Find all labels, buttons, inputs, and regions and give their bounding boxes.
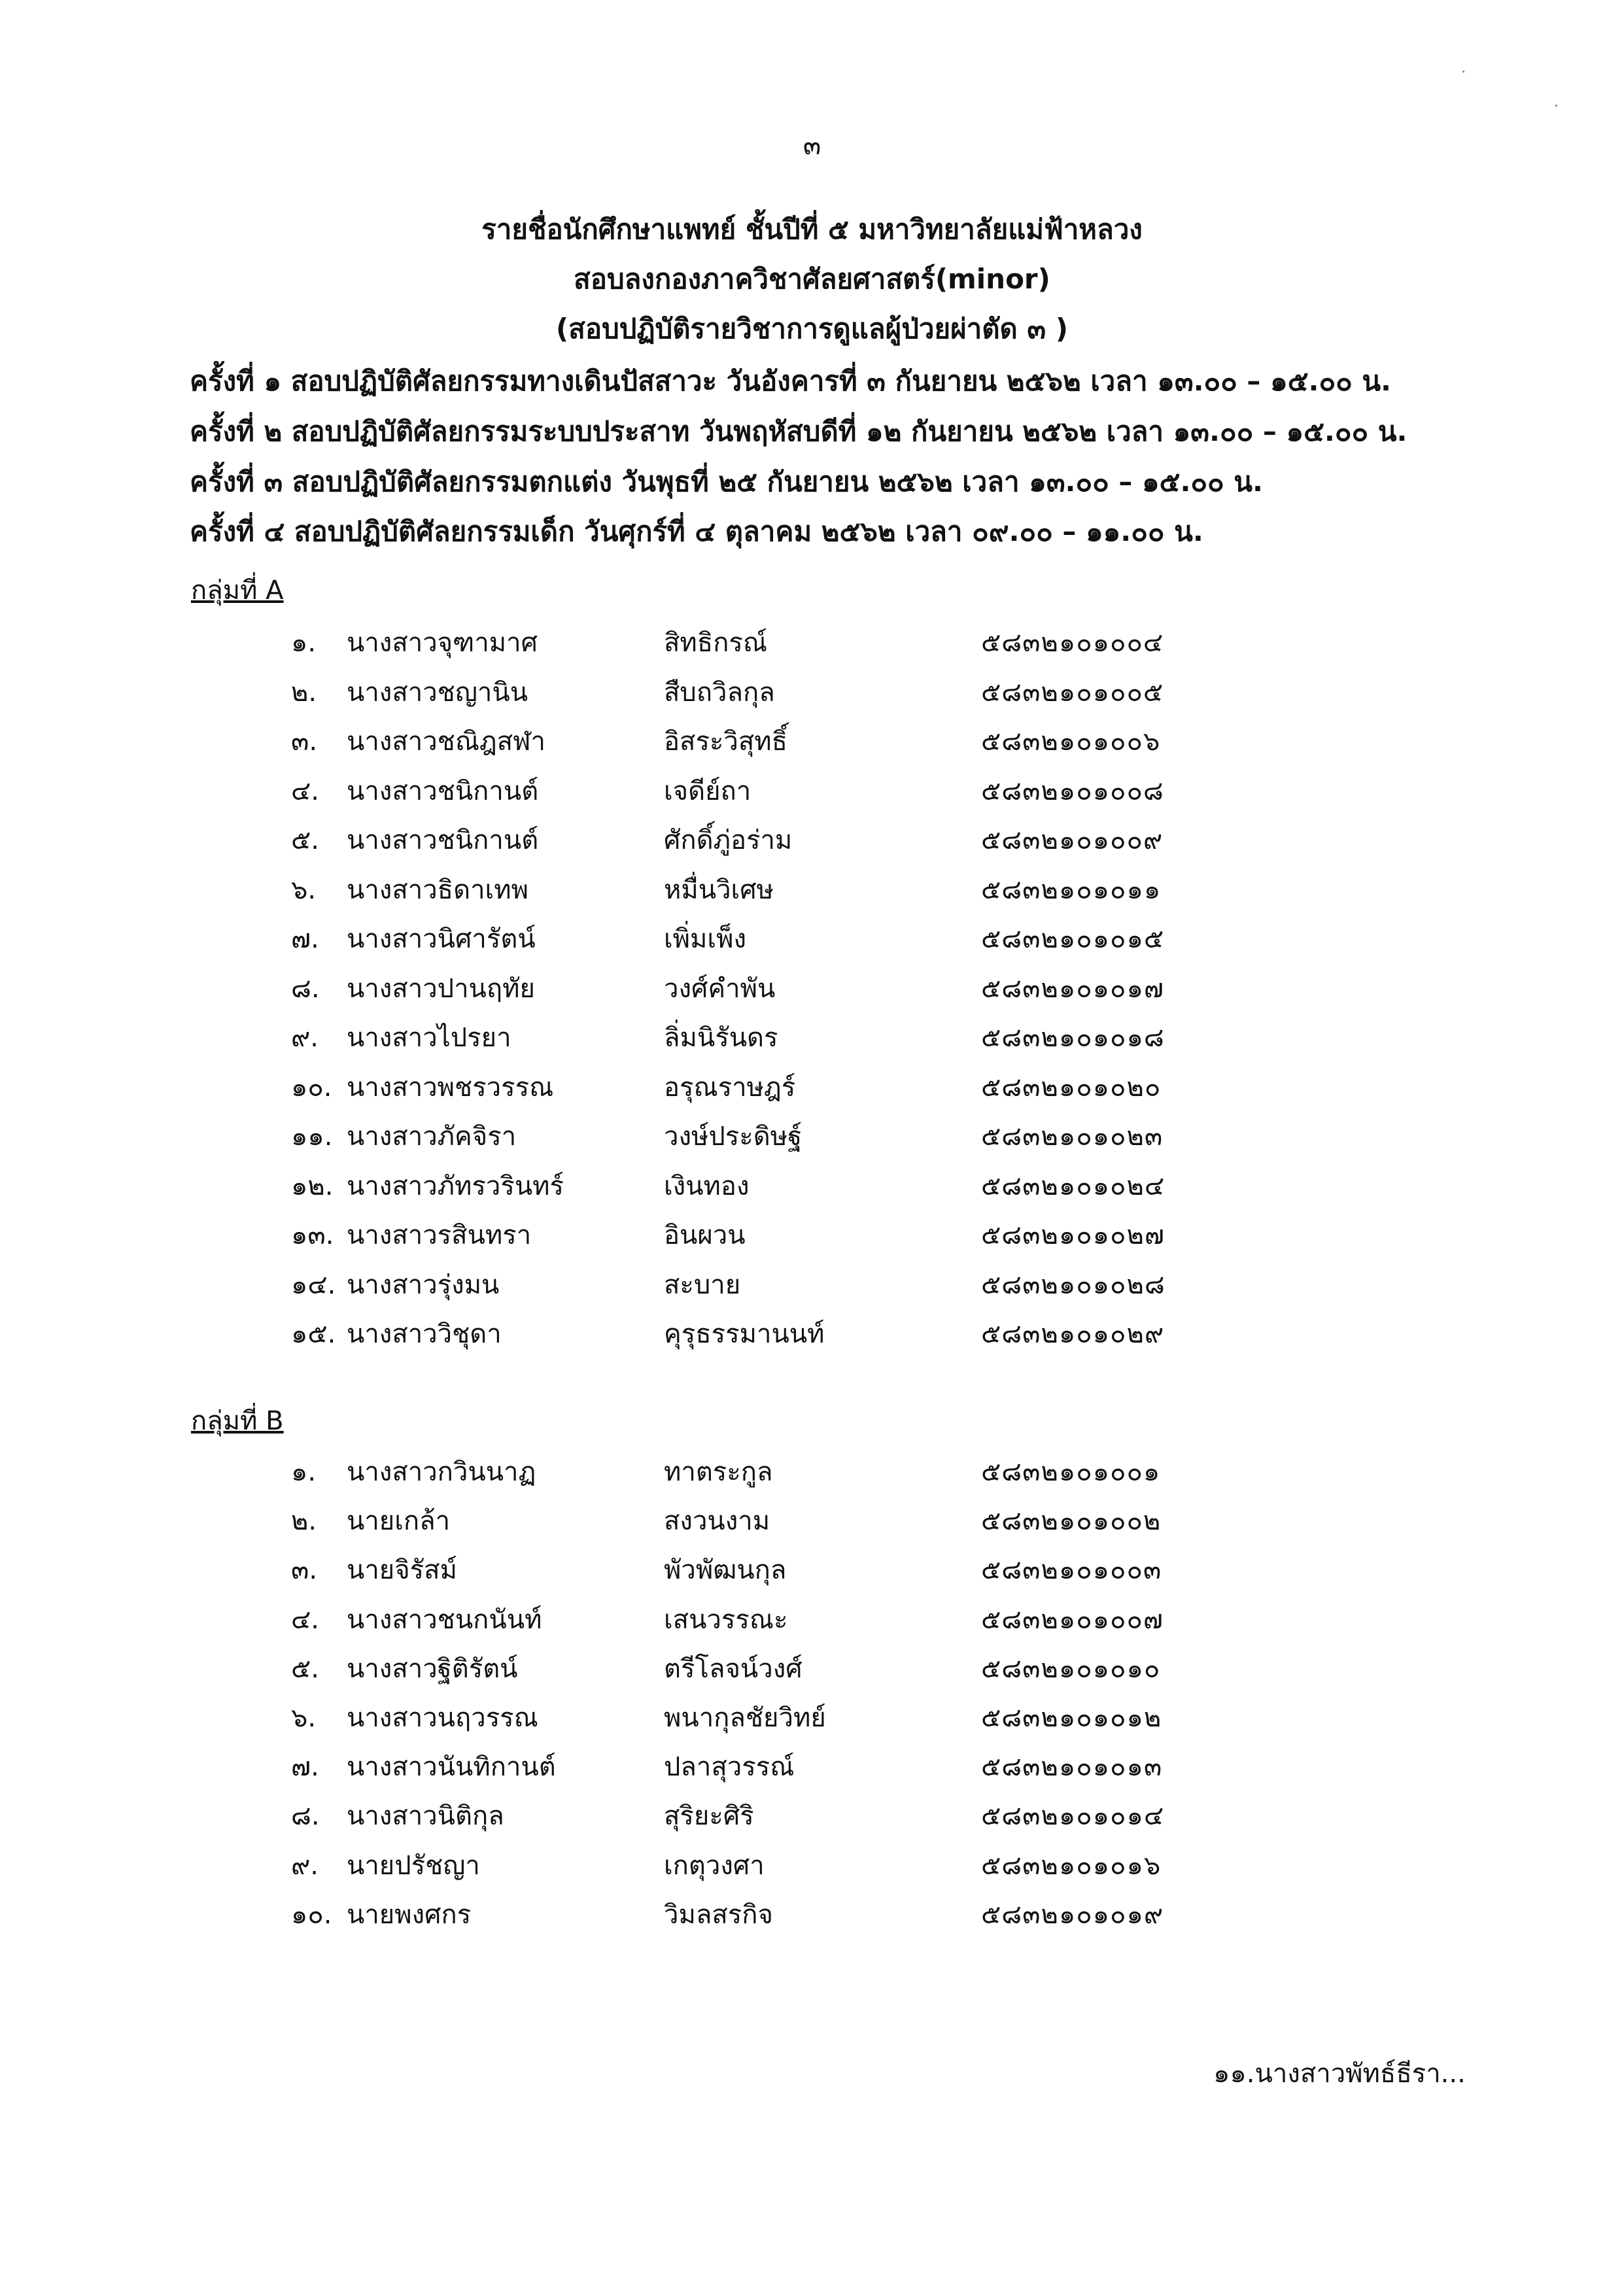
student-row xyxy=(0,967,1624,1017)
student-surname: พนากุลชัยวิทย์ xyxy=(664,1703,826,1733)
student-row xyxy=(0,1500,1624,1549)
exam-session-2: ครั้งที่ ๒ สอบปฏิบัติศัลยกรรมระบบประสาท วันพฤหัสบดีที่ ๑๒ กันยายน ๒๕๖๒ เวลา ๑๓.๐๐ – ๑๕.๐๐ น. xyxy=(190,415,1408,447)
student-name: นางสาวชญานิน xyxy=(347,677,528,708)
student-surname: วงษ์ประดิษฐ์ xyxy=(664,1122,803,1152)
student-row xyxy=(0,1893,1624,1943)
student-number: ๑๓. xyxy=(291,1220,334,1250)
student-row xyxy=(0,1598,1624,1648)
exam-session-3: ครั้งที่ ๓ สอบปฏิบัติศัลยกรรมตกแต่ง วันพุธที่ ๒๕ กันยายน ๒๕๖๒ เวลา ๑๓.๐๐ – ๑๕.๐๐ น. xyxy=(190,466,1263,498)
student-number: ๓. xyxy=(291,1555,318,1586)
student-name: นางสาวภัคจิรา xyxy=(347,1122,517,1152)
student-row xyxy=(0,1165,1624,1214)
student-name: นางสาวชณิฎสฬา xyxy=(347,727,546,757)
student-id: ๕๘๓๒๑๐๑๐๑๕ xyxy=(981,924,1165,954)
student-surname: ปลาสุวรรณ์ xyxy=(664,1752,795,1783)
student-id: ๕๘๓๒๑๐๑๐๑๑ xyxy=(981,874,1162,905)
student-id: ๕๘๓๒๑๐๑๐๑๔ xyxy=(981,1801,1165,1832)
group-a-heading: กลุ่มที่ A xyxy=(191,575,284,606)
student-surname: หมื่นวิเศษ xyxy=(664,874,774,905)
student-number: ๙. xyxy=(291,1850,319,1881)
student-surname: พัวพัฒนกุล xyxy=(664,1555,787,1586)
student-number: ๑๔. xyxy=(291,1269,336,1300)
student-surname: เพิ่มเพ็ง xyxy=(664,924,746,954)
student-id: ๕๘๓๒๑๐๑๐๑๙ xyxy=(981,1899,1164,1930)
student-name: นางสาวชนิกานต์ xyxy=(347,776,539,806)
student-id: ๕๘๓๒๑๐๑๐๒๗ xyxy=(981,1220,1165,1250)
student-surname: เกตุวงศา xyxy=(664,1850,765,1881)
student-row xyxy=(0,1647,1624,1697)
student-name: นางสาวนฤวรรณ xyxy=(347,1703,538,1733)
student-number: ๗. xyxy=(291,1752,319,1783)
student-id: ๕๘๓๒๑๐๑๐๑๓ xyxy=(981,1752,1163,1783)
student-name: นายปรัชญา xyxy=(347,1850,480,1881)
student-number: ๕. xyxy=(291,1653,319,1684)
exam-session-4: ครั้งที่ ๔ สอบปฏิบัติศัลยกรรมเด็ก วันศุกร์ที่ ๔ ตุลาคม ๒๕๖๒ เวลา ๐๙.๐๐ – ๑๑.๐๐ น. xyxy=(190,515,1203,547)
document-course-note: (สอบปฏิบัติรายวิชาการดูแลผู้ป่วยผ่าตัด ๓ ) xyxy=(556,313,1068,345)
student-id: ๕๘๓๒๑๐๑๐๐๔ xyxy=(981,628,1164,658)
student-surname: สืบถวิลกุล xyxy=(664,677,775,708)
student-surname: อิสระวิสุทธิ์ xyxy=(664,727,788,757)
student-row xyxy=(0,819,1624,868)
student-row xyxy=(0,1263,1624,1313)
student-row xyxy=(0,1214,1624,1263)
student-name: นางสาวปานฤทัย xyxy=(347,973,535,1004)
student-name: นางสาวพชรวรรณ xyxy=(347,1072,554,1103)
student-surname: ลิ่มนิรันดร xyxy=(664,1023,778,1053)
student-number: ๔. xyxy=(291,776,319,806)
student-row xyxy=(0,671,1624,721)
student-row xyxy=(0,770,1624,819)
student-name: นางสาวชนิกานต์ xyxy=(347,825,539,855)
student-surname: สงวนงาม xyxy=(664,1506,770,1537)
student-surname: เงินทอง xyxy=(664,1171,750,1201)
student-row xyxy=(0,1313,1624,1362)
scan-speck xyxy=(1555,105,1557,107)
continuation-note: ๑๑.นางสาวพัทธ์ธีรา... xyxy=(1213,2059,1466,2089)
scan-speck xyxy=(1462,71,1464,73)
student-row xyxy=(0,1794,1624,1844)
student-id: ๕๘๓๒๑๐๑๐๒๔ xyxy=(981,1171,1166,1201)
student-id: ๕๘๓๒๑๐๑๐๐๑ xyxy=(981,1457,1161,1487)
document-subtitle: สอบลงกองภาควิชาศัลยศาสตร์(minor) xyxy=(574,263,1050,295)
student-name: นางสาวนิศารัตน์ xyxy=(347,924,536,954)
student-row xyxy=(0,1549,1624,1598)
student-surname: สุริยะศิริ xyxy=(664,1801,754,1832)
student-number: ๑๑. xyxy=(291,1122,333,1152)
student-number: ๗. xyxy=(291,924,319,954)
student-surname: เสนวรรณะ xyxy=(664,1604,788,1635)
student-number: ๑. xyxy=(291,628,317,658)
student-name: นางสาวรุ่งมน xyxy=(347,1269,500,1300)
student-surname: อรุณราษฎร์ xyxy=(664,1072,796,1103)
student-row xyxy=(0,868,1624,918)
student-surname: คุรุธรรมานนท์ xyxy=(664,1319,825,1349)
student-surname: เจดีย์ถา xyxy=(664,776,752,806)
student-surname: วิมลสรกิจ xyxy=(664,1899,773,1930)
student-number: ๘. xyxy=(291,973,320,1004)
student-row xyxy=(0,918,1624,967)
student-id: ๕๘๓๒๑๐๑๐๐๙ xyxy=(981,825,1164,855)
student-number: ๒. xyxy=(291,1506,317,1537)
student-row xyxy=(0,1696,1624,1746)
student-name: นางสาวภัทรวรินทร์ xyxy=(347,1171,564,1201)
student-number: ๔. xyxy=(291,1604,319,1635)
student-row xyxy=(0,1450,1624,1500)
student-id: ๕๘๓๒๑๐๑๐๑๗ xyxy=(981,973,1164,1004)
student-number: ๑๕. xyxy=(291,1319,336,1349)
student-surname: ตรีโลจน์วงศ์ xyxy=(664,1653,803,1684)
student-number: ๘. xyxy=(291,1801,320,1832)
student-surname: สิทธิกรณ์ xyxy=(664,628,768,658)
student-name: นางสาวไปรยา xyxy=(347,1023,511,1053)
student-id: ๕๘๓๒๑๐๑๐๐๗ xyxy=(981,1604,1164,1635)
student-row xyxy=(0,621,1624,671)
student-row xyxy=(0,1115,1624,1165)
student-row xyxy=(0,720,1624,770)
page-number: ๓ xyxy=(803,131,821,161)
student-name: นายเกล้า xyxy=(347,1506,451,1537)
document-title: รายชื่อนักศึกษาแพทย์ ชั้นปีที่ ๕ มหาวิทยาลัยแม่ฟ้าหลวง xyxy=(481,213,1143,245)
student-surname: ศักดิ์ภู่อร่าม xyxy=(664,825,793,855)
student-number: ๒. xyxy=(291,677,317,708)
group-b-heading: กลุ่มที่ B xyxy=(191,1406,284,1436)
student-number: ๙. xyxy=(291,1023,319,1053)
student-id: ๕๘๓๒๑๐๑๐๑๐ xyxy=(981,1653,1161,1684)
student-number: ๕. xyxy=(291,825,319,855)
student-id: ๕๘๓๒๑๐๑๐๑๒ xyxy=(981,1703,1162,1733)
student-id: ๕๘๓๒๑๐๑๐๑๘ xyxy=(981,1023,1165,1053)
student-id: ๕๘๓๒๑๐๑๐๐๒ xyxy=(981,1506,1162,1537)
student-number: ๑. xyxy=(291,1457,317,1487)
student-number: ๑๐. xyxy=(291,1899,332,1930)
student-name: นางสาวนันทิกานต์ xyxy=(347,1752,556,1783)
student-name: นางสาวนิติกุล xyxy=(347,1801,504,1832)
student-id: ๕๘๓๒๑๐๑๐๒๙ xyxy=(981,1319,1165,1349)
exam-session-1: ครั้งที่ ๑ สอบปฏิบัติศัลยกรรมทางเดินปัสสาวะ วันอังคารที่ ๓ กันยายน ๒๕๖๒ เวลา ๑๓.๐๐ – ๑๕.๐๐ น. xyxy=(190,365,1392,397)
student-name: นายพงศกร xyxy=(347,1899,472,1930)
student-number: ๑๐. xyxy=(291,1072,332,1103)
student-surname: ทาตระกูล xyxy=(664,1457,773,1487)
student-name: นายจิรัสม์ xyxy=(347,1555,457,1586)
student-id: ๕๘๓๒๑๐๑๐๐๘ xyxy=(981,776,1164,806)
student-name: นางสาวจุฑามาศ xyxy=(347,628,538,658)
student-number: ๖. xyxy=(291,874,317,905)
student-row xyxy=(0,1745,1624,1795)
student-number: ๑๒. xyxy=(291,1171,334,1201)
student-surname: อินผวน xyxy=(664,1220,746,1250)
student-id: ๕๘๓๒๑๐๑๐๒๐ xyxy=(981,1072,1162,1103)
student-name: นางสาววิชุดา xyxy=(347,1319,502,1349)
student-id: ๕๘๓๒๑๐๑๐๒๘ xyxy=(981,1269,1166,1300)
student-name: นางสาวชนกนันท์ xyxy=(347,1604,542,1635)
student-row xyxy=(0,1016,1624,1066)
student-surname: สะบาย xyxy=(664,1269,741,1300)
student-number: ๓. xyxy=(291,727,318,757)
student-id: ๕๘๓๒๑๐๑๐๐๖ xyxy=(981,727,1161,757)
student-row xyxy=(0,1066,1624,1116)
student-name: นางสาวฐิติรัตน์ xyxy=(347,1653,518,1684)
student-name: นางสาวรสินทรา xyxy=(347,1220,532,1250)
student-id: ๕๘๓๒๑๐๑๐๐๕ xyxy=(981,677,1164,708)
student-name: นางสาวกวินนาฏ xyxy=(347,1457,536,1487)
student-id: ๕๘๓๒๑๐๑๐๐๓ xyxy=(981,1555,1162,1586)
student-id: ๕๘๓๒๑๐๑๐๒๓ xyxy=(981,1122,1164,1152)
student-name: นางสาวธิดาเทพ xyxy=(347,874,528,905)
student-id: ๕๘๓๒๑๐๑๐๑๖ xyxy=(981,1850,1162,1881)
student-surname: วงศ์คำพัน xyxy=(664,973,776,1004)
student-row xyxy=(0,1844,1624,1894)
student-number: ๖. xyxy=(291,1703,317,1733)
